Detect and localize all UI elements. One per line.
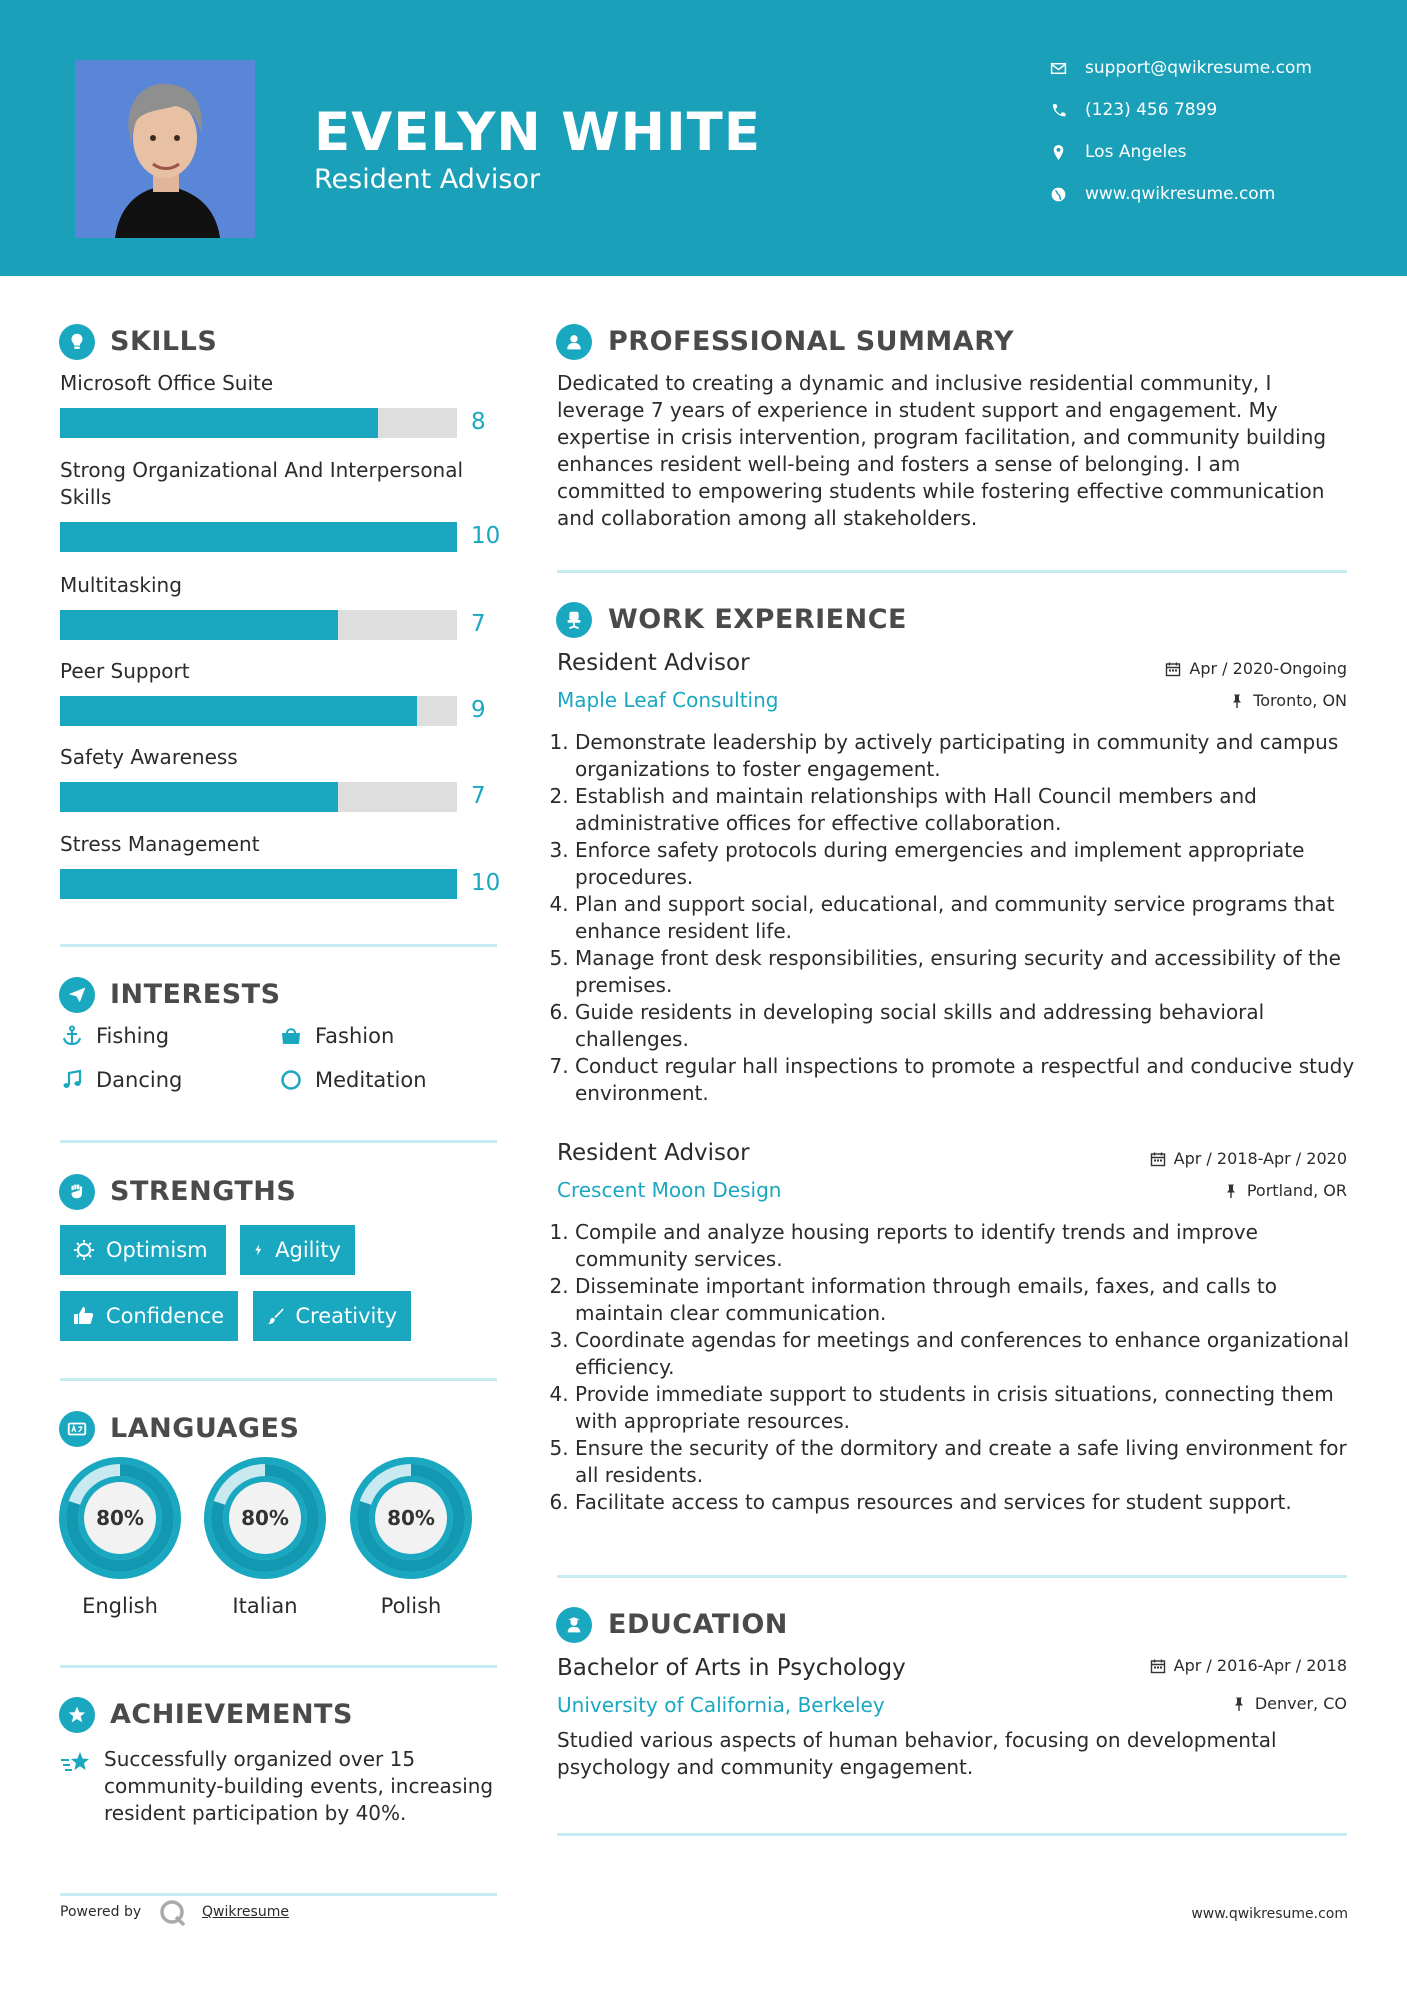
duty-item: 5. Ensure the security of the dormitory and create a safe living environment for all residents. [575, 1435, 1365, 1489]
language-name: English [82, 1594, 158, 1618]
skill-bar-fill [60, 408, 378, 438]
skill-label: Peer Support [60, 659, 190, 683]
circle-icon [279, 1068, 303, 1092]
language-name: Polish [380, 1594, 442, 1618]
brush-icon [265, 1304, 285, 1328]
languages-title: LANGUAGES [110, 1413, 300, 1444]
skill-value: 7 [471, 783, 486, 809]
anchor-icon [60, 1024, 84, 1048]
globe-icon [1050, 186, 1067, 203]
summary-title: PROFESSIONAL SUMMARY [608, 326, 1015, 357]
company-name: Maple Leaf Consulting [557, 688, 779, 712]
education-location-text: Denver, CO [1254, 1694, 1347, 1713]
skill-bar-fill [60, 522, 457, 552]
strength-creativity [253, 1291, 411, 1341]
divider [60, 944, 497, 947]
job-location [1223, 1181, 1347, 1200]
strength-optimism [60, 1225, 226, 1275]
contact-email[interactable] [1050, 58, 1312, 78]
duty-item: 3. Coordinate agendas for meetings and conferences to enhance organizational efficiency. [575, 1327, 1365, 1381]
degree-title: Bachelor of Arts in Psychology [557, 1655, 906, 1681]
job-dates [1150, 1149, 1347, 1168]
star-badge-icon [59, 1697, 95, 1733]
interest-fishing [60, 1024, 169, 1048]
duty-item: 7. Conduct regular hall inspections to promote a respectful and conducive study environment. [575, 1053, 1365, 1107]
job-title: Resident Advisor [557, 1140, 750, 1166]
interests-title: INTERESTS [110, 979, 281, 1010]
language-ring [204, 1457, 326, 1579]
job-dates-text: Apr / 2020-Ongoing [1189, 659, 1347, 678]
language-percent: 80% [387, 1506, 435, 1530]
shopping-bag-icon [279, 1024, 303, 1048]
skill-label: Safety Awareness [60, 745, 238, 769]
skill-value: 8 [471, 409, 486, 435]
raised-fist-icon [59, 1174, 95, 1210]
duty-item: 3. Enforce safety protocols during emergencies and implement appropriate procedures. [575, 837, 1365, 891]
school-name: University of California, Berkeley [557, 1693, 885, 1717]
shooting-star-icon [60, 1750, 92, 1776]
divider [60, 1378, 497, 1381]
skill-bar-track [60, 522, 457, 552]
divider [557, 1833, 1347, 1836]
lightbulb-icon [59, 324, 95, 360]
pushpin-icon [1231, 1696, 1247, 1712]
job-location-text: Toronto, ON [1253, 691, 1347, 710]
job-location [1229, 691, 1347, 710]
education-description: Studied various aspects of human behavior, focusing on developmental psychology and community engagement. [557, 1728, 1277, 1779]
language-percent: 80% [96, 1506, 144, 1530]
skill-value: 7 [471, 611, 486, 637]
qwikresume-link[interactable]: Qwikresume [202, 1904, 289, 1920]
achievement-item: Successfully organized over 15 community-building events, increasing resident participation by 40%. [104, 1747, 494, 1825]
skill-bar-track [60, 869, 457, 899]
footer-website[interactable]: www.qwikresume.com [1191, 1906, 1348, 1922]
skill-label: Microsoft Office Suite [60, 371, 274, 395]
skill-label: Strong Organizational And Interpersonal Skills [60, 458, 464, 509]
job-title: Resident Advisor [557, 650, 750, 676]
calendar-icon [1150, 1658, 1166, 1674]
interest-meditation [279, 1068, 427, 1092]
divider [557, 1575, 1347, 1578]
language-card-icon [59, 1411, 95, 1447]
divider [60, 1665, 497, 1668]
skill-bar-fill [60, 869, 457, 899]
skill-label: Stress Management [60, 832, 260, 856]
skill-label: Multitasking [60, 573, 182, 597]
job-duties-list [557, 729, 1365, 1107]
duty-item: 6. Guide residents in developing social skills and addressing behavioral challenges. [575, 999, 1365, 1053]
interest-label: Meditation [315, 1068, 427, 1092]
strength-label: Confidence [105, 1304, 224, 1328]
user-icon [556, 324, 592, 360]
bolt-icon [252, 1238, 265, 1262]
pushpin-icon [1229, 693, 1245, 709]
candidate-name: EVELYN WHITE [314, 102, 762, 163]
contact-website[interactable] [1050, 184, 1275, 204]
divider [60, 1893, 497, 1896]
strength-label: Creativity [295, 1304, 397, 1328]
job-location-text: Portland, OR [1246, 1181, 1347, 1200]
duty-item: 5. Manage front desk responsibilities, ensuring security and accessibility of the premises. [575, 945, 1365, 999]
education-title: EDUCATION [608, 1609, 788, 1640]
office-chair-icon [556, 602, 592, 638]
calendar-icon [1150, 1151, 1166, 1167]
email-text: support@qwikresume.com [1085, 58, 1312, 78]
strength-label: Optimism [106, 1238, 208, 1262]
education-dates [1150, 1656, 1347, 1675]
phone-icon [1050, 102, 1067, 119]
candidate-role: Resident Advisor [314, 164, 541, 195]
duty-item: 4. Provide immediate support to students in crisis situations, connecting them with appropriate resources. [575, 1381, 1365, 1435]
job-duties-list [557, 1219, 1365, 1516]
contact-location [1050, 142, 1187, 162]
skill-bar-fill [60, 696, 417, 726]
paper-plane-icon [59, 977, 95, 1013]
education-location [1231, 1694, 1347, 1713]
divider [60, 1140, 497, 1143]
language-percent: 80% [241, 1506, 289, 1530]
location-text: Los Angeles [1085, 142, 1187, 162]
interest-dancing [60, 1068, 182, 1092]
duty-item: 6. Facilitate access to campus resources and services for student support. [575, 1489, 1365, 1516]
interest-label: Dancing [96, 1068, 183, 1092]
job-dates [1165, 659, 1347, 678]
skills-title: SKILLS [110, 326, 218, 357]
achievements-title: ACHIEVEMENTS [110, 1699, 353, 1730]
skill-bar-track [60, 782, 457, 812]
strength-label: Agility [275, 1238, 341, 1262]
skill-bar-track [60, 696, 457, 726]
powered-by-text: Powered by [60, 1904, 142, 1920]
duty-item: 2. Disseminate important information through emails, faxes, and calls to maintain clear communication. [575, 1273, 1365, 1327]
map-pin-icon [1050, 144, 1067, 161]
sun-icon [72, 1238, 96, 1262]
strengths-title: STRENGTHS [110, 1176, 297, 1207]
language-ring [59, 1457, 181, 1579]
summary-text: Dedicated to creating a dynamic and inclusive residential community, I leverage 7 years of experience in student support and engagement. My expertise in crisis intervention, program facilitation, and community building enhances resident well-being and fosters a sense of belonging. I am committed to empowering students while fostering effective communication and collaboration among all stakeholders. [557, 371, 1327, 530]
website-text: www.qwikresume.com [1085, 184, 1276, 204]
skill-bar-fill [60, 610, 338, 640]
graduate-icon [556, 1607, 592, 1643]
phone-text: (123) 456 7899 [1085, 100, 1218, 120]
divider [557, 570, 1347, 573]
job-dates-text: Apr / 2018-Apr / 2020 [1173, 1149, 1347, 1168]
qwikresume-logo-icon [158, 1898, 188, 1928]
company-name: Crescent Moon Design [557, 1178, 782, 1202]
strength-agility [240, 1225, 355, 1275]
interest-label: Fashion [315, 1024, 395, 1048]
skill-value: 10 [471, 870, 501, 896]
skill-value: 9 [471, 697, 486, 723]
education-dates-text: Apr / 2016-Apr / 2018 [1173, 1656, 1347, 1675]
duty-item: 1. Demonstrate leadership by actively participating in community and campus organizations to foster engagement. [575, 729, 1365, 783]
experience-title: WORK EXPERIENCE [608, 604, 907, 635]
strength-confidence [60, 1291, 238, 1341]
language-name: Italian [232, 1594, 298, 1618]
interest-label: Fishing [96, 1024, 170, 1048]
thumbs-up-icon [72, 1304, 96, 1328]
music-note-icon [60, 1068, 84, 1092]
skill-bar-fill [60, 782, 338, 812]
interest-fashion [279, 1024, 394, 1048]
skill-bar-track [60, 408, 457, 438]
language-ring [350, 1457, 472, 1579]
pushpin-icon [1223, 1183, 1239, 1199]
duty-item: 1. Compile and analyze housing reports to identify trends and improve community services. [575, 1219, 1365, 1273]
skill-value: 10 [471, 523, 501, 549]
duty-item: 2. Establish and maintain relationships with Hall Council members and administrative offices for effective collaboration. [575, 783, 1365, 837]
duty-item: 4. Plan and support social, educational, and community service programs that enhance resident life. [575, 891, 1365, 945]
contact-phone[interactable] [1050, 100, 1217, 120]
profile-photo [75, 60, 255, 238]
envelope-icon [1050, 60, 1067, 77]
skill-bar-track [60, 610, 457, 640]
calendar-icon [1165, 661, 1181, 677]
